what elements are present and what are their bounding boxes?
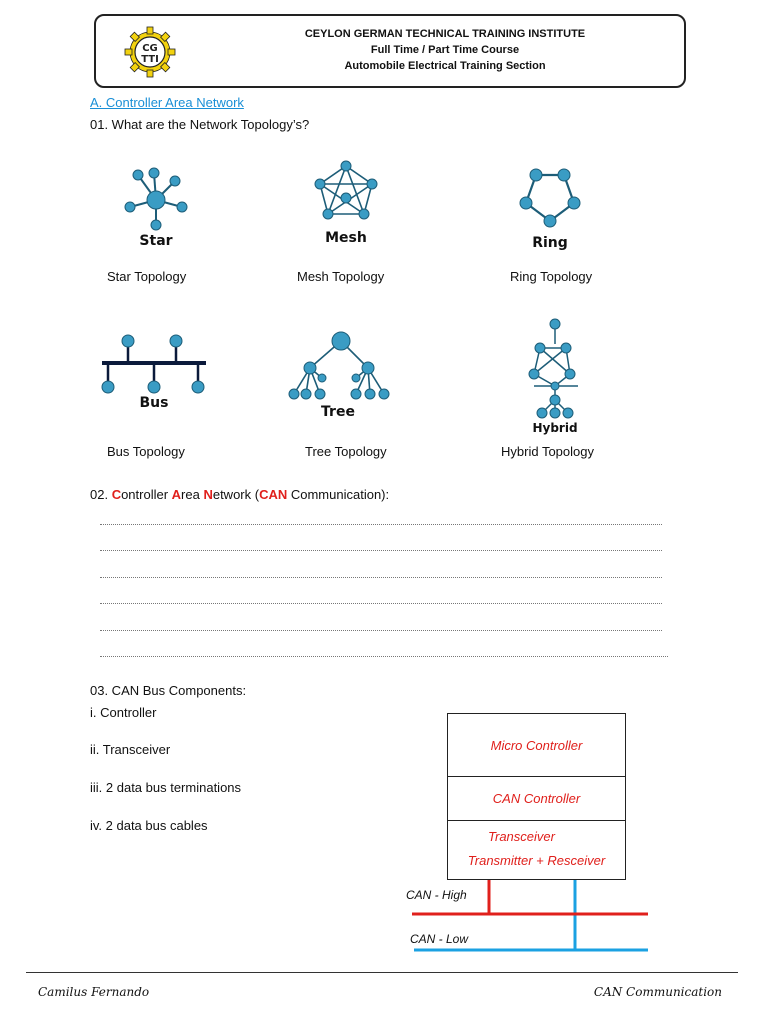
star-icon-label: Star [139, 233, 173, 249]
tree-icon-label: Tree [321, 404, 355, 420]
ring-icon-label: Ring [532, 235, 568, 251]
course-type: Full Time / Part Time Course [370, 44, 520, 56]
q2-rea: rea [181, 487, 204, 502]
ring-topology-caption: Ring Topology [510, 269, 593, 284]
transceiver-block [448, 821, 625, 879]
mesh-topology-icon [306, 160, 386, 248]
tree-topology-caption: Tree Topology [305, 444, 387, 459]
footer-title: CAN Communication [593, 985, 722, 999]
bus-icon-label: Bus [139, 395, 169, 411]
answer-line[interactable] [100, 629, 662, 631]
section-title: A. Controller Area Network [90, 95, 244, 110]
q2-can: CAN [259, 487, 288, 502]
can-low-label: CAN - Low [410, 932, 469, 946]
micro-controller-block: Micro Controller [448, 714, 625, 777]
q2-letter-c: C [111, 487, 122, 502]
section-name: Automobile Electrical Training Section [344, 60, 546, 72]
logo-text-top: CG [142, 43, 158, 54]
footer-author: Camilus Fernando [38, 985, 150, 999]
q2-etwork: etwork ( [212, 487, 260, 502]
bus-topology-icon [100, 333, 210, 413]
answer-line[interactable] [100, 576, 662, 578]
can-high-label: CAN - High [406, 888, 467, 902]
logo-text-bottom: TTI [141, 54, 159, 65]
q2-suffix: Communication): [287, 487, 390, 502]
bus-topology-caption: Bus Topology [107, 444, 185, 459]
star-topology-icon [118, 165, 198, 250]
ecu-block-diagram [447, 713, 626, 880]
component-item: iii. 2 data bus terminations [90, 780, 242, 795]
tree-topology-icon [286, 330, 392, 422]
transceiver-label: Transceiver [488, 829, 555, 844]
can-controller-block: CAN Controller [448, 777, 625, 821]
ring-topology-icon [510, 165, 590, 253]
question-1: 01. What are the Network Topology’s? [90, 117, 310, 132]
component-item: ii. Transceiver [90, 742, 171, 757]
header-box [94, 14, 686, 88]
footer-divider [26, 972, 738, 973]
q2-ontroller: ontroller [121, 487, 172, 502]
component-item: iv. 2 data bus cables [90, 818, 208, 833]
q2-prefix: 02. [90, 487, 112, 502]
institute-logo [124, 26, 176, 78]
q2-letter-n: N [203, 487, 213, 502]
mesh-topology-caption: Mesh Topology [297, 269, 385, 284]
header-text [216, 26, 674, 74]
hybrid-topology-caption: Hybrid Topology [501, 444, 594, 459]
answer-line[interactable] [100, 549, 662, 551]
question-3: 03. CAN Bus Components: [90, 683, 247, 698]
answer-line[interactable] [100, 602, 662, 604]
answer-line[interactable] [100, 523, 662, 525]
component-item: i. Controller [90, 705, 157, 720]
star-topology-caption: Star Topology [107, 269, 187, 284]
hybrid-icon-label: Hybrid [532, 421, 578, 435]
transmitter-receiver-label: Transmitter + Resceiver [467, 853, 606, 868]
answer-line[interactable] [100, 655, 668, 657]
mesh-icon-label: Mesh [325, 230, 367, 246]
hybrid-topology-icon [522, 318, 592, 436]
question-2 [90, 487, 389, 502]
institute-name: CEYLON GERMAN TECHNICAL TRAINING INSTITUTE [304, 28, 586, 40]
q2-letter-a: A [171, 487, 182, 502]
